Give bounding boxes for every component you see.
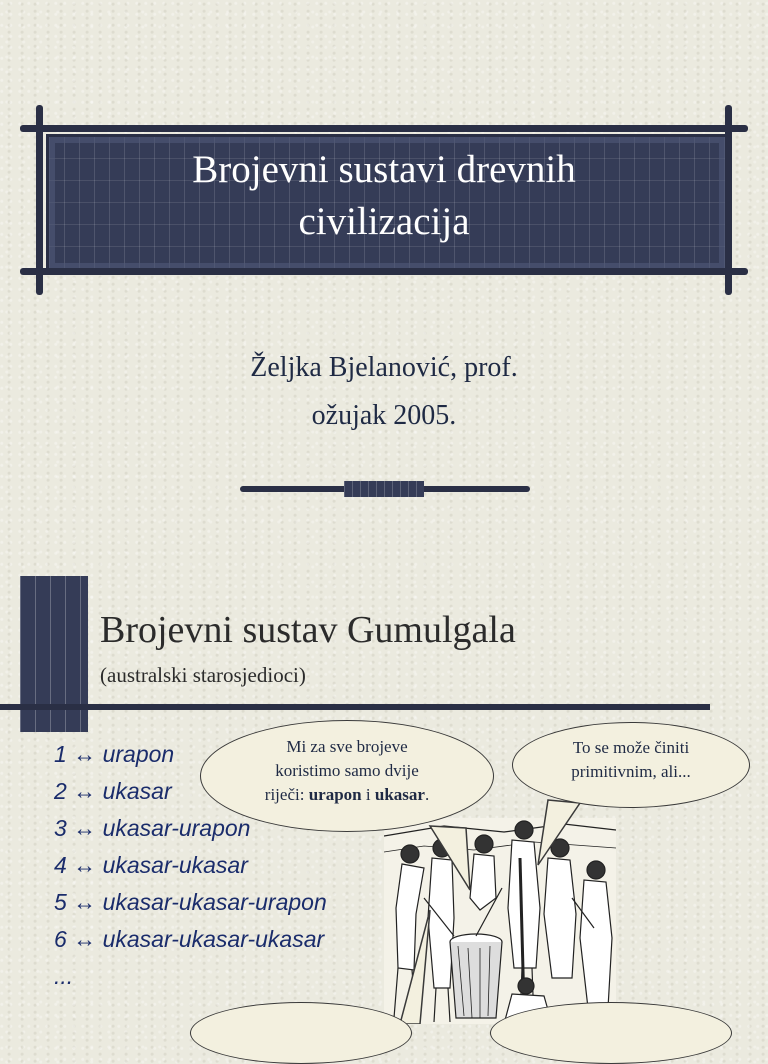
speech-bubble-bottom-right (490, 1002, 732, 1064)
bubble-left-line-2: koristimo samo dvije (275, 761, 419, 780)
word-urapon: urapon (308, 785, 362, 804)
list-item: 6 ↔ ukasar-ukasar-ukasar (54, 926, 325, 952)
slide-title: Brojevni sustav Gumulgala (100, 609, 516, 651)
title-line-1: Brojevni sustavi drevnih (192, 148, 576, 191)
bubble-left-connector: i (361, 785, 375, 804)
word-ukasar: ukasar (374, 785, 425, 804)
list-item: 4 ↔ ukasar-ukasar (54, 852, 248, 878)
divider-ornament (344, 481, 424, 497)
speech-bubble-bottom-left (190, 1002, 412, 1064)
presentation-date: ožujak 2005. (311, 400, 457, 431)
content-slide (0, 560, 768, 1024)
bubble-left-suffix: . (424, 785, 430, 804)
title-underline (0, 704, 710, 710)
frame-bar-top (20, 125, 748, 132)
list-item: 1 ↔ urapon (54, 741, 175, 767)
frame-bar-right (725, 105, 732, 295)
slide-subtitle: (australski starosjedioci) (100, 663, 306, 687)
list-item: 2 ↔ ukasar (54, 778, 172, 804)
speech-bubble-right (512, 722, 750, 808)
list-item: 3 ↔ ukasar-urapon (54, 815, 251, 841)
bubble-left-prefix: riječi: (264, 785, 309, 804)
frame-bar-left (36, 105, 43, 295)
list-item: 5 ↔ ukasar-ukasar-urapon (54, 889, 327, 915)
drummers-illustration (384, 818, 616, 1024)
bubble-right-line-1: To se može činiti (572, 738, 690, 757)
author-block (0, 344, 768, 440)
bubble-left-line-1: Mi za sve brojeve (286, 737, 408, 756)
speech-bubble-left (200, 720, 494, 832)
bubble-right-line-2: primitivnim, ali... (571, 762, 691, 781)
list-item: ... (54, 963, 74, 989)
frame-bar-bottom (20, 268, 748, 275)
title-line-2: civilizacija (298, 200, 470, 243)
presentation-title (46, 144, 722, 248)
author-name: Željka Bjelanović, prof. (250, 352, 518, 383)
bubble-left-line-3 (231, 783, 463, 807)
